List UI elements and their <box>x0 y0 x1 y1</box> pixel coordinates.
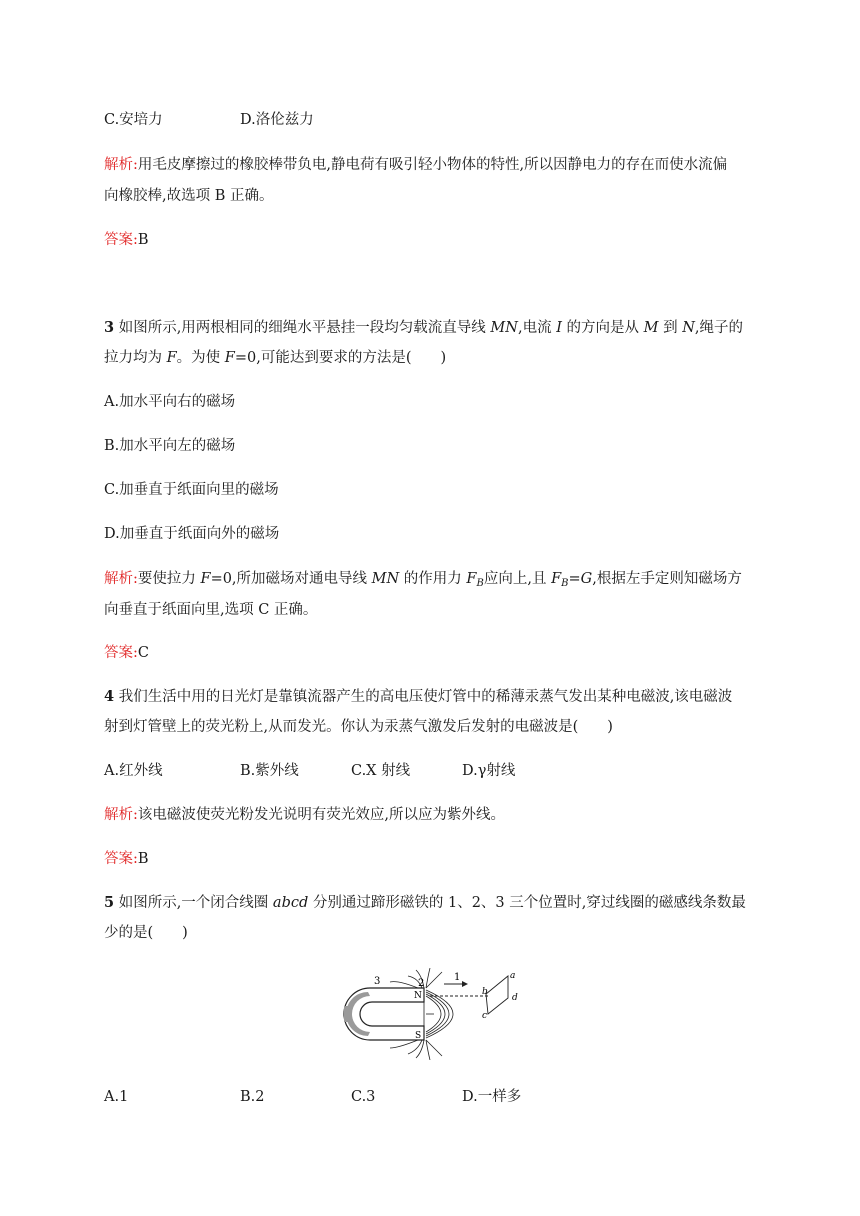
q3-answer: 答案:C <box>104 645 149 661</box>
analysis-label: 解析: <box>104 157 138 173</box>
coil-abcd <box>486 976 508 1014</box>
q2-option-c: C.安培力 <box>104 112 163 128</box>
q3-analysis-line1: 解析:要使拉力 F=0,所加磁场对通电导线 MN 的作用力 $F_B$应向上,且 $F_B=G$,根据左手定则知磁场方 <box>104 571 742 589</box>
position-3-label: 3 <box>374 976 381 987</box>
south-pole-label: S <box>415 1031 422 1041</box>
q4-option-c: C.X 射线 <box>351 763 411 779</box>
q4-stem-line1: 4 我们生活中用的日光灯是靠镇流器产生的高电压使灯管中的稀薄汞蒸气发出某种电磁波,该电磁波 <box>104 688 733 705</box>
q4-stem-line2: 射到灯管壁上的荧光粉上,从而发光。你认为汞蒸气激发后发射的电磁波是( ) <box>104 719 613 735</box>
q4-analysis: 解析:该电磁波使荧光粉发光说明有荧光效应,所以应为紫外线。 <box>104 807 505 823</box>
q3-option-a: A.加水平向右的磁场 <box>104 394 236 410</box>
horseshoe-magnet <box>344 988 424 1040</box>
coil-label-b: b <box>482 987 488 997</box>
q5-option-a: A.1 <box>104 1089 129 1105</box>
question-number: 5 <box>104 894 115 911</box>
q4-option-d: D.γ射线 <box>462 763 516 779</box>
q3-option-b: B.加水平向左的磁场 <box>104 438 236 454</box>
q3-option-d: D.加垂直于纸面向外的磁场 <box>104 526 280 542</box>
q3-stem-line2: 拉力均为 F。为使 F=0,可能达到要求的方法是( ) <box>104 350 447 366</box>
answer-label: 答案: <box>104 851 138 867</box>
question-number: 4 <box>104 688 115 705</box>
position-1-label: 1 <box>454 972 461 983</box>
q5-option-d: D.一样多 <box>462 1089 522 1105</box>
position-2-label: 2 <box>418 978 425 989</box>
q5-stem-line1: 5 如图所示,一个闭合线圈 abcd 分别通过蹄形磁铁的 1、2、3 三个位置时,穿过线圈的磁感线条数最 <box>104 894 746 911</box>
analysis-label: 解析: <box>104 571 138 587</box>
coil-label-c: c <box>482 1011 488 1021</box>
q3-stem-line1: 3 如图所示,用两根相同的细绳水平悬挂一段均匀载流直导线 MN,电流 I 的方向是从 M 到 N,绳子的 <box>104 319 744 336</box>
q3-analysis-line2: 向垂直于纸面向里,选项 C 正确。 <box>104 602 318 618</box>
answer-label: 答案: <box>104 645 138 661</box>
q4-option-a: A.红外线 <box>104 763 163 779</box>
analysis-label: 解析: <box>104 807 138 823</box>
north-pole-label: N <box>414 991 422 1001</box>
horseshoe-magnet-figure <box>338 968 538 1060</box>
q3-option-c: C.加垂直于纸面向里的磁场 <box>104 482 279 498</box>
q4-answer: 答案:B <box>104 851 149 867</box>
q5-option-c: C.3 <box>351 1089 376 1105</box>
q2-answer: 答案:B <box>104 232 149 248</box>
q4-option-b: B.紫外线 <box>240 763 299 779</box>
question-number: 3 <box>104 319 115 336</box>
q2-option-d: D.洛伦兹力 <box>240 112 314 128</box>
q5-stem-line2: 少的是( ) <box>104 925 188 941</box>
coil-label-d: d <box>512 993 518 1003</box>
answer-label: 答案: <box>104 232 138 248</box>
q5-option-b: B.2 <box>240 1089 265 1105</box>
q2-analysis-line2: 向橡胶棒,故选项 B 正确。 <box>104 188 274 204</box>
coil-label-a: a <box>510 971 516 981</box>
q2-analysis-line1: 解析:用毛皮摩擦过的橡胶棒带负电,静电荷有吸引轻小物体的特性,所以因静电力的存在而使水流偏 <box>104 157 728 173</box>
